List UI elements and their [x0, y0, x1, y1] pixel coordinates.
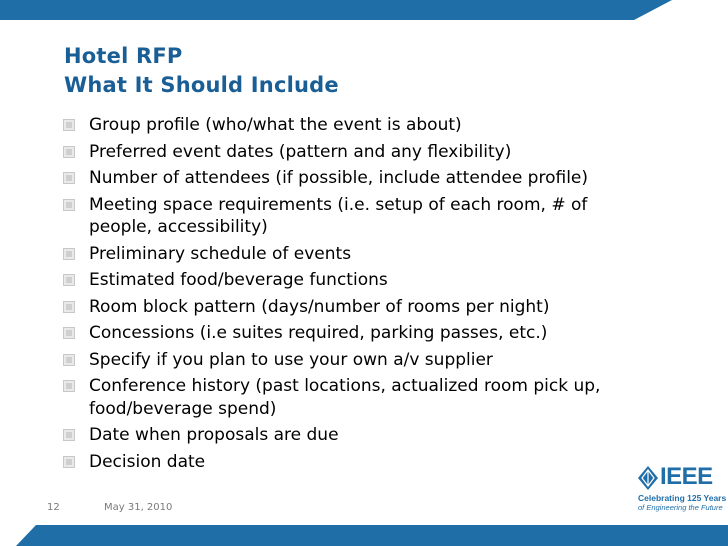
square-bullet-icon [63, 274, 75, 286]
square-bullet-icon [63, 354, 75, 366]
bullet-text: Group profile (who/what the event is about) [89, 115, 462, 135]
list-item [63, 375, 663, 420]
bullet-text: Preliminary schedule of events [89, 243, 352, 264]
list-item [63, 243, 663, 266]
list-item [63, 451, 663, 474]
bullet-text-continued: food/beverage spend) [89, 398, 277, 419]
list-item [63, 269, 663, 292]
list-item [63, 167, 663, 190]
square-bullet-icon [63, 146, 75, 158]
bullet-text-continued: people, accessibility) [89, 217, 268, 237]
bullet-text: Date when proposals are due [89, 425, 339, 445]
square-bullet-icon [63, 248, 75, 260]
bullet-text: Room block pattern (days/number of rooms per night) [89, 296, 550, 317]
square-bullet-icon [63, 380, 75, 392]
logo-tagline-1: Celebrating 125 Years [638, 493, 727, 503]
bullet-list [63, 114, 663, 477]
bullet-text: Concessions (i.e suites required, parking passes, etc.) [89, 323, 548, 343]
page-number: 12 [47, 502, 60, 513]
square-bullet-icon [63, 119, 75, 131]
list-item [63, 349, 663, 372]
bullet-text: Estimated food/beverage functions [89, 270, 388, 290]
list-item [63, 114, 663, 137]
logo-wordmark: IEEE [660, 463, 713, 490]
square-bullet-icon [63, 301, 75, 313]
bullet-text: Number of attendees (if possible, include attendee profile) [89, 168, 589, 188]
logo-tagline-2: of Engineering the Future [638, 503, 723, 512]
bullet-text: Meeting space requirements (i.e. setup of each room, # of [89, 194, 588, 215]
ieee-logo [636, 463, 727, 513]
square-bullet-icon [63, 429, 75, 441]
square-bullet-icon [63, 327, 75, 339]
bullet-text: Specify if you plan to use your own a/v supplier [89, 349, 493, 370]
square-bullet-icon [63, 199, 75, 211]
bullet-text: Preferred event dates (pattern and any flexibility) [89, 141, 512, 162]
top-banner [0, 0, 728, 20]
square-bullet-icon [63, 456, 75, 468]
list-item [63, 194, 663, 239]
bottom-banner [0, 525, 728, 546]
square-bullet-icon [63, 172, 75, 184]
list-item [63, 322, 663, 345]
bullet-text: Decision date [89, 451, 206, 472]
list-item [63, 296, 663, 319]
bullet-text: Conference history (past locations, actualized room pick up, [89, 376, 601, 396]
title-line-2: What It Should Include [64, 73, 339, 97]
slide-title [64, 42, 339, 100]
title-line-1: Hotel RFP [64, 44, 183, 68]
footer-date: May 31, 2010 [104, 502, 173, 513]
ieee-kite-icon [638, 466, 658, 490]
list-item [63, 424, 663, 447]
list-item [63, 141, 663, 164]
